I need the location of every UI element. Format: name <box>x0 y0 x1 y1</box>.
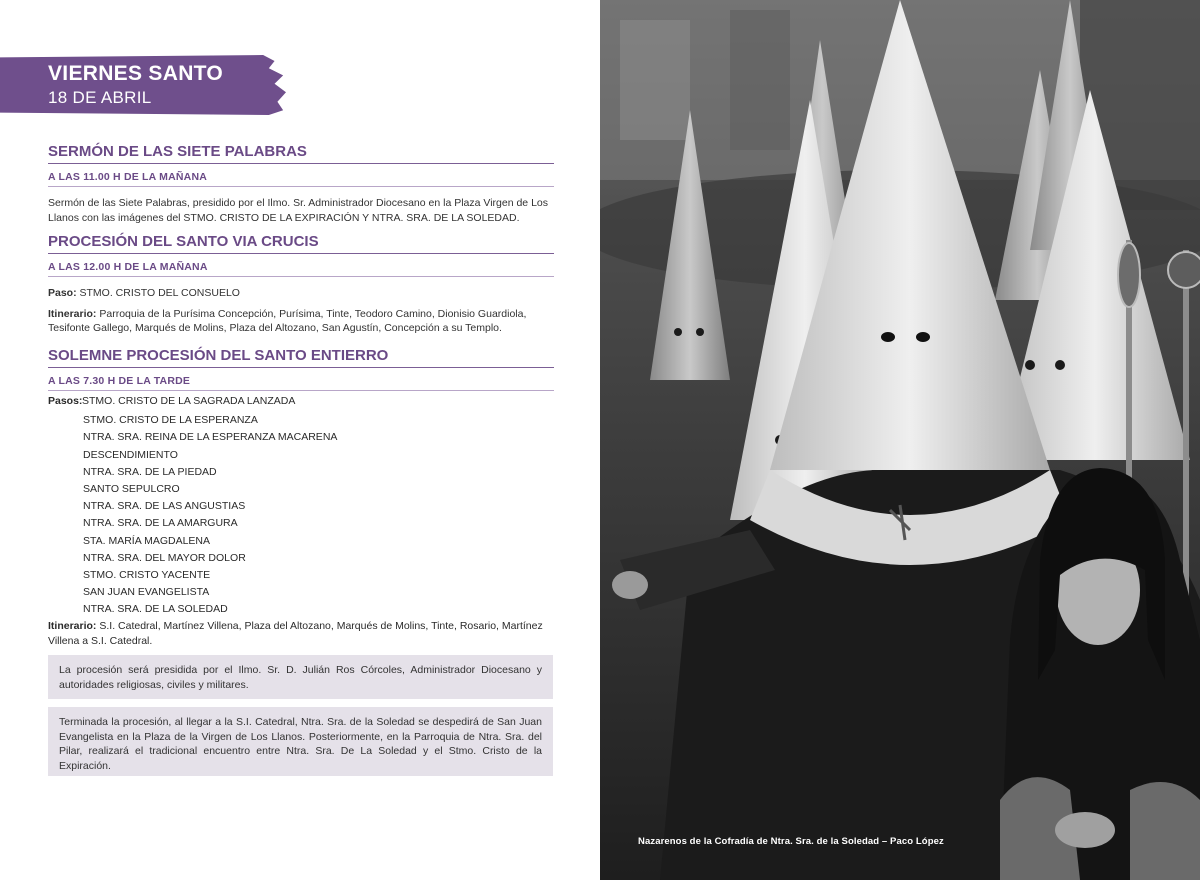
section-time: A LAS 12.00 H DE LA MAÑANA <box>48 261 554 277</box>
paso-item: NTRA. SRA. DE LAS ANGUSTIAS <box>83 500 246 513</box>
section-title: PROCESIÓN DEL SANTO VIA CRUCIS <box>48 233 554 254</box>
page-title: VIERNES SANTO <box>48 62 224 85</box>
section-time: A LAS 11.00 H DE LA MAÑANA <box>48 171 554 187</box>
itinerario-value: Parroquia de la Purísima Concepción, Purísima, Tinte, Teodoro Camino, Dionisio Guardiola, Tesifonte Gallego, Marqués de Molins, Plaza del Altozano, San Agustín, Concepción a su Templo. <box>48 307 527 334</box>
paso-item: STMO. CRISTO DE LA ESPERANZA <box>83 414 258 427</box>
procession-photo <box>600 0 1200 880</box>
itinerario-line <box>48 619 554 648</box>
paso-item: STMO. CRISTO DE LA SAGRADA LANZADA <box>82 395 296 407</box>
photo-caption: Nazarenos de la Cofradía de Ntra. Sra. de la Soledad – Paco López <box>638 836 944 847</box>
paso-item: NTRA. SRA. DE LA AMARGURA <box>83 517 238 530</box>
section-title: SERMÓN DE LAS SIETE PALABRAS <box>48 143 554 164</box>
photo-panel <box>600 0 1200 880</box>
paso-item: SANTO SEPULCRO <box>83 482 180 495</box>
note-box-presidencia: La procesión será presidida por el Ilmo. Sr. D. Julián Ros Córcoles, Administrador Diocesano y autoridades religiosas, civiles y militares. <box>48 655 553 699</box>
section-title: SOLEMNE PROCESIÓN DEL SANTO ENTIERRO <box>48 347 554 368</box>
paso-item: NTRA. SRA. DE LA SOLEDAD <box>83 603 228 616</box>
page-date: 18 DE ABRIL <box>48 88 152 107</box>
paso-item: STMO. CRISTO YACENTE <box>83 568 211 581</box>
section-santo-entierro <box>48 347 554 391</box>
paso-item: SAN JUAN EVANGELISTA <box>83 586 210 599</box>
paso-value: STMO. CRISTO DEL CONSUELO <box>79 287 240 299</box>
itinerario-value: S.I. Catedral, Martínez Villena, Plaza del Altozano, Marqués de Molins, Tinte, Rosario, Martínez Villena a S.I. Catedral. <box>48 620 543 647</box>
section-sermon <box>48 143 554 225</box>
paso-item: NTRA. SRA. DEL MAYOR DOLOR <box>83 551 246 564</box>
section-via-crucis <box>48 233 554 336</box>
paso-item: DESCENDIMIENTO <box>83 448 178 461</box>
paso-line <box>48 286 554 301</box>
paso-label: Paso: <box>48 287 77 299</box>
itinerario-label: Itinerario: <box>48 307 97 320</box>
section-time: A LAS 7.30 H DE LA TARDE <box>48 375 554 391</box>
itinerario-line <box>48 307 554 336</box>
pasos-label: Pasos: <box>48 395 83 407</box>
paso-item: NTRA. SRA. DE LA PIEDAD <box>83 465 217 478</box>
section-body: Sermón de las Siete Palabras, presidido por el Ilmo. Sr. Administrador Diocesano en la Plaza Virgen de Los Llanos con las imágenes del STMO. CRISTO DE LA EXPIRACIÓN Y NTRA. SRA. DE LA SOLEDAD. <box>48 197 548 224</box>
paso-item: NTRA. SRA. REINA DE LA ESPERANZA MACARENA <box>83 431 338 444</box>
note-box-encuentro: Terminada la procesión, al llegar a la S.I. Catedral, Ntra. Sra. de la Soledad se despedirá de San Juan Evangelista en la Plaza de la Virgen de Los Llanos. Posteriormente, en la Parroquia de Ntra. Sra. del Pilar, realizará el tradicional encuentro entre Ntra. Sra. De La Soledad y el Stmo. Cristo de la Expiración. <box>48 707 553 776</box>
pasos-list <box>83 412 337 618</box>
paso-item: STA. MARÍA MAGDALENA <box>83 534 210 547</box>
itinerario-label: Itinerario: <box>48 620 97 632</box>
